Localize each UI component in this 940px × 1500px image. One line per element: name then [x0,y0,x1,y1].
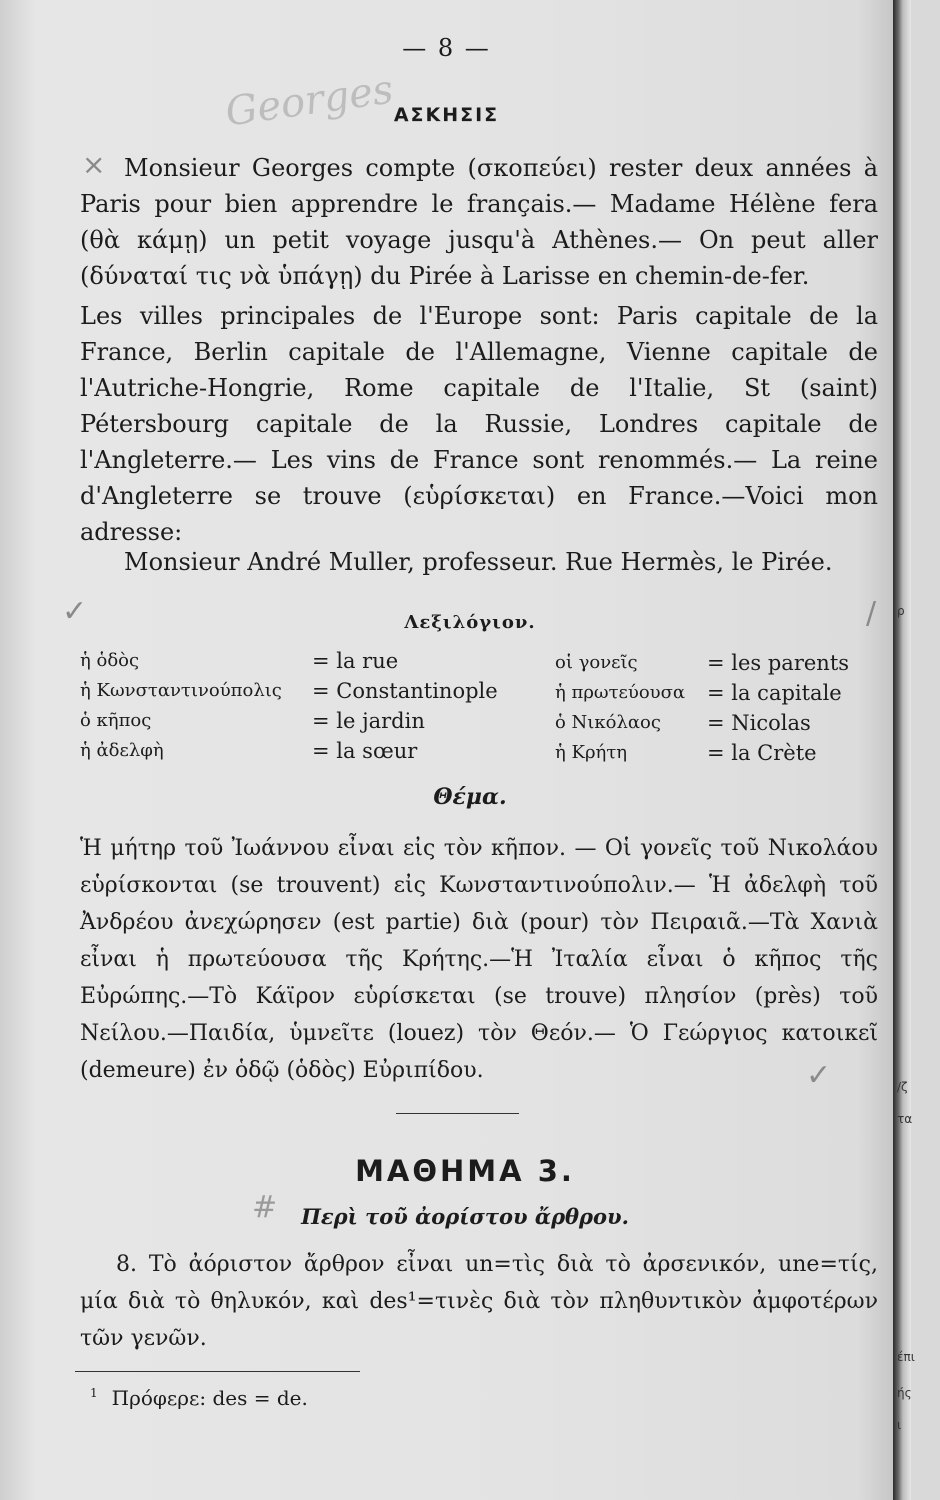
vocab-greek: ὁ Νικόλαος [555,712,661,733]
facing-page-text: /ζ [897,1080,908,1094]
pencil-check-mark: ✓ [806,1058,832,1093]
footnote-marker: 1 [90,1386,98,1401]
vocabulary-left-column [80,646,530,766]
vocab-greek: οἱ γονεῖς [555,652,638,673]
vocab-entry [80,676,530,706]
lesson-paragraph: 8. Τὸ ἀόριστον ἄρθρον εἶναι un=τὶς διὰ τὸ ἀρσενικόν, une=τίς, μία διὰ τὸ θηλυκόν, καὶ des¹=τινὲς διὰ τὸν πληθυντικὸν ἀμφοτέρων τῶν γενῶν. [80,1252,878,1351]
footnote-text: Πρόφερε: des = de. [111,1386,308,1410]
vocab-french: = la capitale [707,681,842,705]
footnote-divider [75,1371,360,1372]
facing-page-text: ι [897,1418,902,1432]
pencil-slash-mark: / [866,596,877,631]
footnote [90,1386,308,1410]
pencil-hash-mark: # [252,1190,278,1225]
vocab-greek: ὁ κῆπος [80,710,152,731]
vocab-entry [555,708,875,738]
vocabulary-right-column [555,648,875,768]
vocab-french: = Nicolas [707,711,811,735]
exercise-paragraph-2: Les villes principales de l'Europe sont: Paris capitale de la France, Berlin capitale de l'Allemagne, Vienne capitale de l'Autriche-Hongrie, Rome capitale de l'Italie, St (saint) Pétersbourg capitale de la Russie, Londres capitale de l'Angleterre.— Les vins de France sont renommés.— La reine d'Angleterre se trouve (εὑρίσκεται) en France.—Voici mon adresse: [80,302,878,546]
facing-page-text: τα [897,1112,913,1126]
facing-page-text: ρ [897,604,905,618]
vocab-entry [555,648,875,678]
pencil-annotation: Georges [222,66,397,136]
pencil-cross-mark: × [82,148,106,181]
exercise-paragraph-1: Monsieur Georges compte (σκοπεύει) rester deux années à Paris pour bien apprendre le français.— Madame Hélène fera (θὰ κάμῃ) un petit voyage jusqu'à Athènes.— On peut aller (δύναταί τις νὰ ὑπάγῃ) du Pirée à Larisse en chemin-de-fer. [80,154,878,290]
vocab-french: = la rue [312,649,399,673]
exercise-heading: ΑΣΚΗΣΙΣ [393,104,500,126]
lesson-subheading: Περὶ τοῦ ἀορίστου ἄρθρου. [301,1204,629,1229]
pencil-check-mark: ✓ [62,594,88,629]
vocab-greek: ἡ Κωνσταντινούπολις [80,680,282,701]
vocab-entry [80,736,530,766]
vocab-greek: ἡ ὁδὸς [80,650,140,671]
vocab-greek: ἡ Κρήτη [555,742,628,763]
facing-page-edge [893,0,911,1500]
section-divider [396,1113,519,1114]
vocab-greek: ἡ ἀδελφὴ [80,740,164,761]
vocab-french: = la Crète [707,741,817,765]
vocab-entry [555,738,875,768]
vocab-french: = Constantinople [312,679,498,703]
lexicon-heading: Λεξιλόγιον. [404,612,536,633]
lesson-heading: ΜΑΘΗΜΑ 3. [355,1154,575,1188]
vocab-greek: ἡ πρωτεύουσα [555,682,686,703]
vocab-entry [80,706,530,736]
theme-paragraph: Ἡ μήτηρ τοῦ Ἰωάννου εἶναι εἰς τὸν κῆπον. — Οἱ γονεῖς τοῦ Νικολάου εὑρίσκονται (se trouvent) εἰς Κωνσταντινούπολιν.— Ἡ ἀδελφὴ τοῦ Ἀνδρέου ἀνεχώρησεν (est partie) διὰ (pour) τὸν Πειραιᾶ.—Τὰ Χανιὰ εἶναι ἡ πρωτεύουσα τῆς Κρήτης.—Ἡ Ἰταλία εἶναι ὁ κῆπος τῆς Εὐρώπης.—Τὸ Κάϊρον εὑρίσκεται (se trouve) πλησίον (près) τοῦ Νείλου.—Παιδία, ὑμνεῖτε (louez) τὸν Θεόν.— Ὁ Γεώργιος κατοικεῖ (demeure) ἐν ὁδῷ (ὁδὸς) Εὐριπίδου. [80,836,878,1083]
vocab-french: = le jardin [312,709,425,733]
vocab-french: = les parents [707,651,850,675]
theme-heading: Θέμα. [433,784,507,810]
vocab-french: = la sœur [312,739,418,763]
facing-page-text: ής [897,1386,912,1400]
page-number: — 8 — [402,34,491,62]
vocab-entry [555,678,875,708]
vocab-entry [80,646,530,676]
facing-page-text: έπι [897,1350,915,1364]
address-line: Monsieur André Muller, professeur. Rue Hermès, le Pirée. [124,548,833,576]
